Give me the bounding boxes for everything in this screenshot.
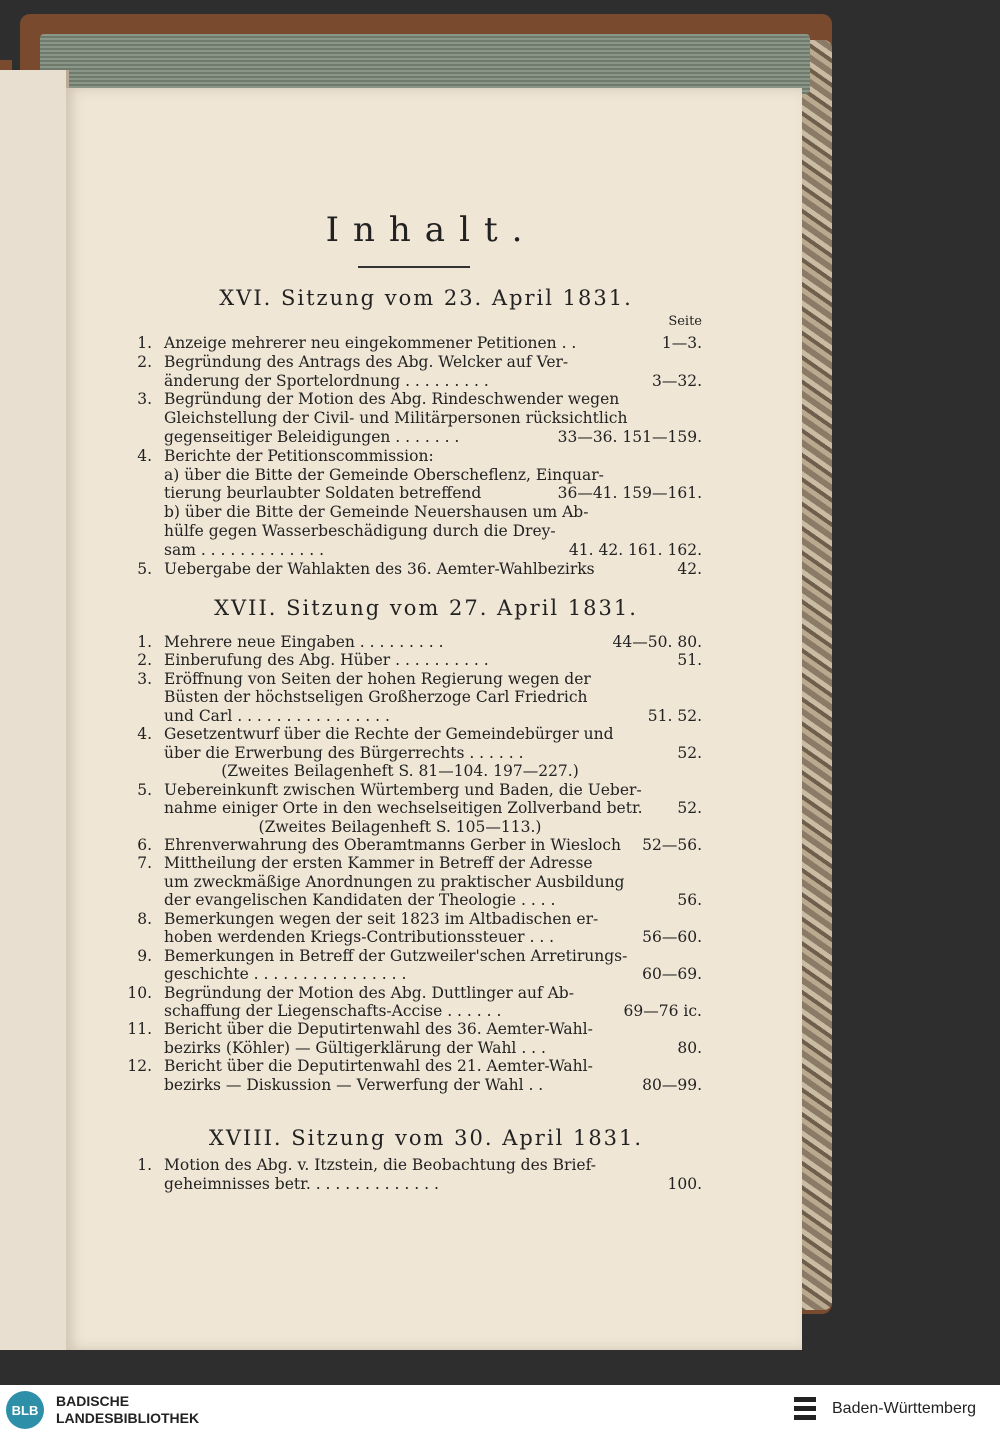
toc-item-number: 12. <box>127 1057 152 1076</box>
toc-item-text: nahme einiger Orte in den wechselseitigen Zollverband betr. <box>164 799 643 818</box>
toc-page-numbers: 52—56. <box>642 835 702 854</box>
library-name[interactable] <box>56 1393 199 1427</box>
toc-item-text: Begründung der Motion des Abg. Duttlinger auf Ab- <box>164 983 574 1002</box>
facing-page <box>0 70 69 1350</box>
toc-item-text: hoben werdenden Kriegs-Contributionssteuer . . . <box>164 928 555 947</box>
toc-item-text: a) über die Bitte der Gemeinde Oberscheflenz, Einquar- <box>164 465 604 484</box>
toc-item-text: Uebergabe der Wahlakten des 36. Aemter-Wahlbezirks <box>164 559 595 578</box>
toc-page-numbers: 56. <box>677 891 702 910</box>
toc-page-numbers: 42. <box>677 559 702 578</box>
seite-label: Seite <box>668 314 702 329</box>
toc-page-numbers: 69—76 ic. <box>623 1002 702 1020</box>
toc-item-text: Büsten der höchstseligen Großherzoge Carl Friedrich <box>164 688 588 707</box>
toc-item-text: Gleichstellung der Civil- und Militärpersonen rücksichtlich <box>164 409 628 428</box>
toc-page-numbers: 41. 42. 161. 162. <box>568 540 702 559</box>
toc-item-text: Anzeige mehrerer neu eingekommener Petitionen . . <box>164 334 577 352</box>
toc-page-numbers: 56—60. <box>642 928 702 947</box>
title-rule <box>358 266 470 268</box>
book-page <box>66 88 802 1350</box>
toc-page-numbers: 100. <box>667 1175 702 1193</box>
toc-item-text: änderung der Sportelordnung . . . . . . . . . <box>164 371 489 390</box>
blb-logo-icon[interactable]: BLB <box>6 1391 44 1429</box>
toc-page-numbers: 60—69. <box>642 965 702 984</box>
toc-item-number: 5. <box>137 780 152 799</box>
toc-item-text: Bemerkungen wegen der seit 1823 im Altbadischen er- <box>164 909 599 928</box>
toc-item-number: 4. <box>137 725 152 744</box>
footer-bar <box>0 1385 1000 1435</box>
toc-page-numbers: 3—32. <box>651 371 702 390</box>
toc-item-text: geschichte . . . . . . . . . . . . . . . . <box>164 965 407 984</box>
toc-item-number: 3. <box>137 669 152 688</box>
toc-item-number: 2. <box>137 352 152 371</box>
toc-item-text: Bericht über die Deputirtenwahl des 36. Aemter-Wahl- <box>164 1020 593 1039</box>
toc-page-numbers: 52. <box>677 743 702 762</box>
toc-item-number: 1. <box>137 633 152 651</box>
toc-item-number: 8. <box>137 909 152 928</box>
toc-item-text: Berichte der Petitionscommission: <box>164 446 434 465</box>
toc-item-text: um zweckmäßige Anordnungen zu praktischer Ausbildung <box>164 872 625 891</box>
page-content <box>66 88 802 1350</box>
toc-item-text: der evangelischen Kandidaten der Theologie . . . . <box>164 891 556 910</box>
toc-item-text: bezirks (Köhler) — Gültigerklärung der Wahl . . . <box>164 1038 546 1057</box>
toc-item-text: sam . . . . . . . . . . . . . <box>164 540 324 559</box>
library-name-line1: BADISCHE <box>56 1393 130 1409</box>
toc-item-text: Begründung des Antrags des Abg. Welcker auf Ver- <box>164 352 569 371</box>
toc-item-text: Bemerkungen in Betreff der Gutzweiler'schen Arretirungs- <box>164 946 628 965</box>
toc-item-number: 4. <box>137 446 152 465</box>
toc-item-number: 1. <box>137 334 152 352</box>
toc-page-numbers: 51. <box>677 651 702 670</box>
toc-item-text: Uebereinkunft zwischen Würtemberg und Baden, die Ueber- <box>164 780 642 799</box>
supplement-reference: (Zweites Beilagenheft S. 105—113.) <box>258 817 542 836</box>
toc-item-text: bezirks — Diskussion — Verwerfung der Wahl . . <box>164 1075 544 1094</box>
section-heading: XVIII. Sitzung vom 30. April 1831. <box>208 1126 644 1150</box>
toc-item-text: Mehrere neue Eingaben . . . . . . . . . <box>164 633 444 651</box>
toc-item-number: 7. <box>137 854 152 873</box>
toc-item-text: hülfe gegen Wasserbeschädigung durch die Drey- <box>164 522 556 540</box>
toc-item-text: tierung beurlaubter Soldaten betreffend <box>164 484 482 503</box>
toc-item-text: über die Erwerbung des Bürgerrechts . . . . . . <box>164 743 524 762</box>
toc-item-text: Gesetzentwurf über die Rechte der Gemeindebürger und <box>164 725 614 744</box>
section-heading: XVI. Sitzung vom 23. April 1831. <box>219 286 633 310</box>
toc-item-text: Eröffnung von Seiten der hohen Regierung wegen der <box>164 669 591 688</box>
toc-item-text: schaffung der Liegenschafts-Accise . . . . . . <box>164 1002 502 1020</box>
toc-item-number: 3. <box>137 390 152 409</box>
supplement-reference: (Zweites Beilagenheft S. 81—104. 197—227.) <box>221 762 579 781</box>
toc-item-text: Einberufung des Abg. Hüber . . . . . . . . . . <box>164 651 489 670</box>
toc-item-number: 9. <box>137 946 152 965</box>
library-name-line2: LANDESBIBLIOTHEK <box>56 1410 200 1426</box>
toc-item-number: 5. <box>137 559 152 578</box>
toc-item-text: Bericht über die Deputirtenwahl des 21. Aemter-Wahl- <box>164 1057 593 1076</box>
toc-page-numbers: 36—41. 159—161. <box>557 484 702 503</box>
toc-page-numbers: 80—99. <box>642 1075 702 1094</box>
toc-item-text: geheimnisses betr. . . . . . . . . . . . . . <box>164 1175 439 1193</box>
toc-item-number: 10. <box>127 983 152 1002</box>
toc-item-text: und Carl . . . . . . . . . . . . . . . . <box>164 706 390 725</box>
section-heading: XVII. Sitzung vom 27. April 1831. <box>214 596 638 620</box>
toc-item-text: b) über die Bitte der Gemeinde Neuershausen um Ab- <box>164 503 589 522</box>
toc-item-text: gegenseitiger Beleidigungen . . . . . . . <box>164 428 460 446</box>
toc-item-number: 11. <box>127 1020 152 1039</box>
coat-of-arms-icon <box>790 1393 820 1427</box>
toc-page-numbers: 33—36. 151—159. <box>557 428 702 446</box>
toc-item-text: Motion des Abg. v. Itzstein, die Beobachtung des Brief- <box>164 1156 597 1174</box>
toc-item-text: Mittheilung der ersten Kammer in Betreff der Adresse <box>164 854 593 873</box>
toc-item-text: Ehrenverwahrung des Oberamtmanns Gerber in Wiesloch <box>164 835 622 854</box>
toc-item-text: Begründung der Motion des Abg. Rindeschwender wegen <box>164 390 620 409</box>
toc-page-numbers: 80. <box>677 1038 702 1057</box>
page-title: Inhalt. <box>325 210 537 250</box>
toc-page-numbers: 44—50. 80. <box>612 633 702 651</box>
toc-page-numbers: 51. 52. <box>647 706 702 725</box>
toc-item-number: 2. <box>137 651 152 670</box>
toc-item-number: 6. <box>137 835 152 854</box>
toc-page-numbers: 52. <box>677 799 702 818</box>
state-logo-text[interactable]: Baden-Württemberg <box>832 1400 977 1417</box>
toc-page-numbers: 1—3. <box>661 334 702 352</box>
page-block-edge <box>40 34 810 94</box>
toc-item-number: 1. <box>137 1156 152 1174</box>
